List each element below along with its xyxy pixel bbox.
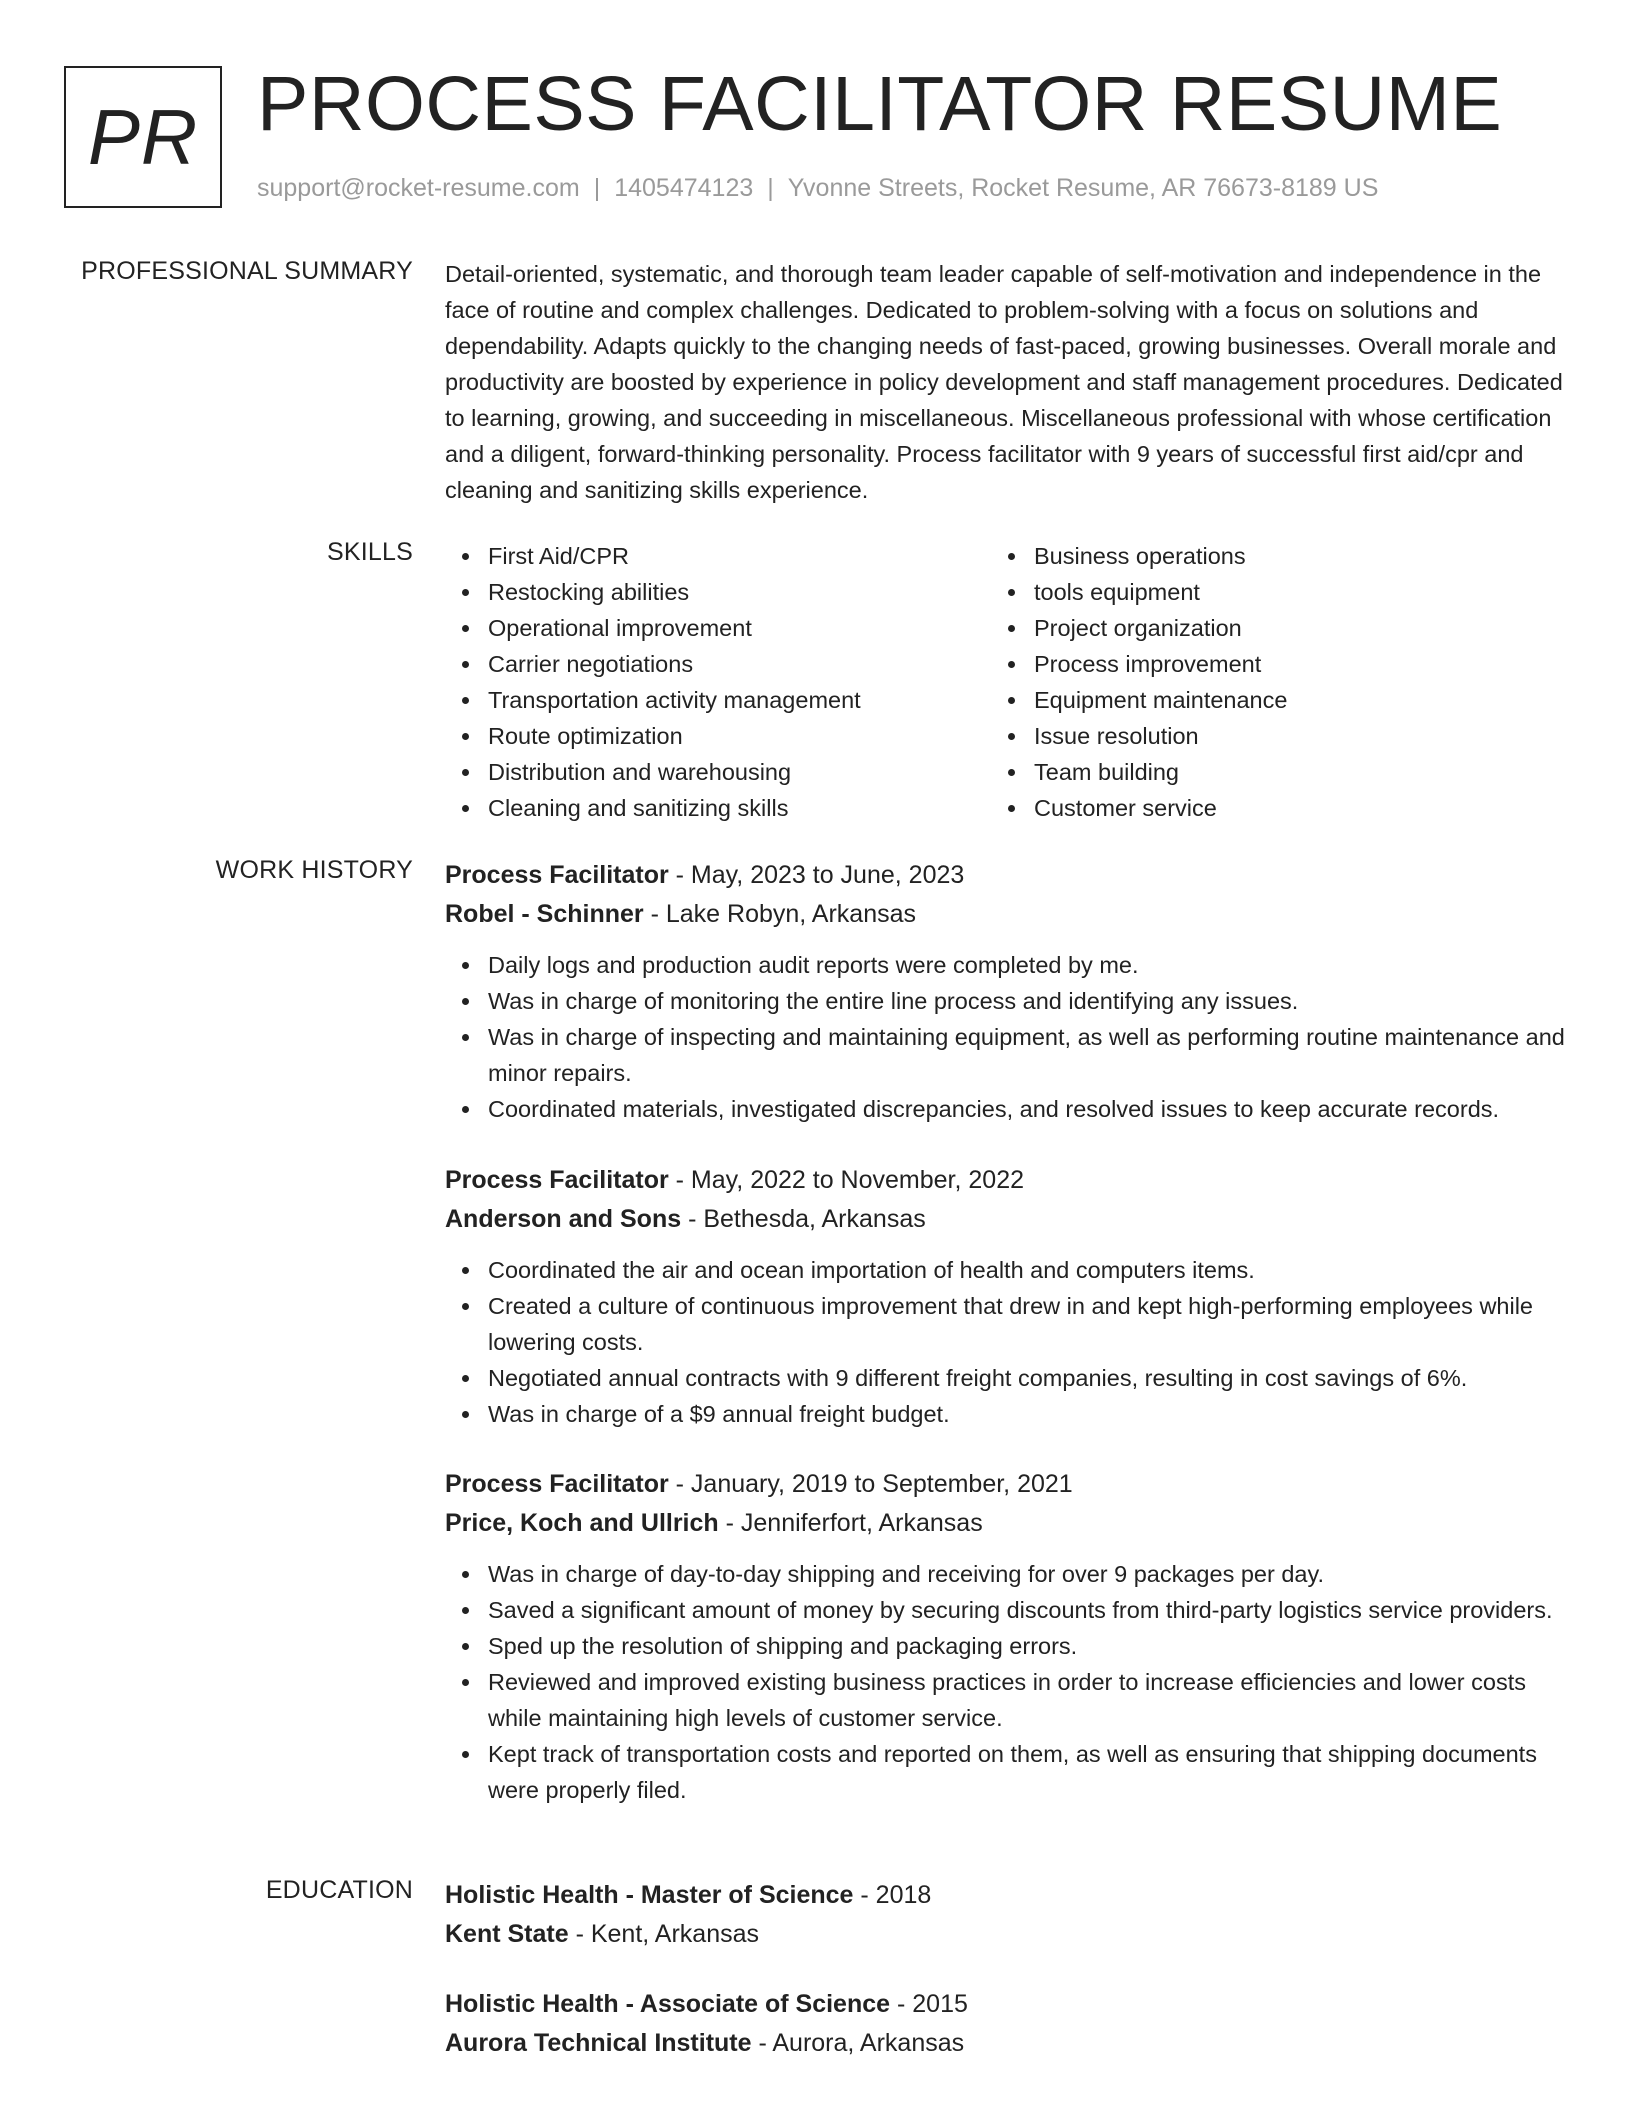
- education-entry: [445, 1876, 1569, 1954]
- job-dates: - May, 2022 to November, 2022: [668, 1166, 1025, 1194]
- contact-address: Yvonne Streets, Rocket Resume, AR 76673-8189 US: [787, 174, 1379, 202]
- job-bullets: [445, 1252, 1569, 1432]
- section-label-education: EDUCATION: [265, 1876, 413, 1904]
- skill-item: First Aid/CPR: [445, 538, 991, 574]
- education-school: Aurora Technical Institute: [445, 2029, 752, 2057]
- job-company: Anderson and Sons: [445, 1205, 682, 1233]
- education-degree: Holistic Health - Associate of Science: [445, 1990, 891, 2018]
- job-location: - Lake Robyn, Arkansas: [643, 900, 917, 928]
- skill-item: Carrier negotiations: [445, 646, 991, 682]
- skill-item: Distribution and warehousing: [445, 754, 991, 790]
- resume-header: [64, 61, 1568, 210]
- education-year: - 2018: [853, 1881, 932, 1909]
- job-company: Price, Koch and Ullrich: [445, 1509, 719, 1537]
- job-bullet: Kept track of transportation costs and reported on them, as well as ensuring that shipping documents were properly filed.: [445, 1736, 1569, 1808]
- job-bullet: Sped up the resolution of shipping and packaging errors.: [445, 1628, 1569, 1664]
- contact-line: [257, 174, 1378, 203]
- job-bullet: Was in charge of day-to-day shipping and receiving for over 9 packages per day.: [445, 1556, 1569, 1592]
- education-degree-line: [445, 1985, 1569, 2024]
- skill-item: Project organization: [991, 610, 1537, 646]
- job-bullet: Was in charge of inspecting and maintaining equipment, as well as performing routine maintenance and minor repairs.: [445, 1019, 1569, 1091]
- education-school-line: [445, 2024, 1569, 2063]
- skill-item: Restocking abilities: [445, 574, 991, 610]
- job-bullet: Was in charge of a $9 annual freight budget.: [445, 1396, 1569, 1432]
- skills-column-right: [991, 538, 1537, 826]
- job-title: Process Facilitator: [445, 1470, 669, 1498]
- initials-monogram: [64, 66, 222, 208]
- skill-item: Team building: [991, 754, 1537, 790]
- job-company-line: [445, 1504, 1569, 1543]
- skills-column-left: [445, 538, 991, 826]
- job-company: Robel - Schinner: [445, 900, 644, 928]
- education-location: - Kent, Arkansas: [568, 1920, 760, 1948]
- job-bullets: [445, 947, 1569, 1127]
- job-company-line: [445, 895, 1569, 934]
- job-entry: [445, 1465, 1569, 1808]
- job-bullet: Coordinated the air and ocean importation of health and computers items.: [445, 1252, 1569, 1288]
- job-bullet: Created a culture of continuous improvement that drew in and kept high-performing employees while lowering costs.: [445, 1288, 1569, 1360]
- skill-item: Equipment maintenance: [991, 682, 1537, 718]
- contact-phone[interactable]: 1405474123: [614, 174, 754, 202]
- contact-email[interactable]: support@rocket-resume.com: [257, 174, 580, 202]
- job-title-line: [445, 1161, 1569, 1200]
- job-bullet: Negotiated annual contracts with 9 different freight companies, resulting in cost savings of 6%.: [445, 1360, 1569, 1396]
- skill-item: Business operations: [991, 538, 1537, 574]
- education-entry: [445, 1985, 1569, 2063]
- resume-title: PROCESS FACILITATOR RESUME: [257, 61, 1503, 147]
- job-location: - Bethesda, Arkansas: [681, 1205, 926, 1233]
- skills-body: [445, 538, 1569, 826]
- section-label-work-history: WORK HISTORY: [215, 856, 413, 884]
- section-label-skills: SKILLS: [327, 538, 413, 566]
- job-company-line: [445, 1200, 1569, 1239]
- contact-separator: |: [593, 174, 601, 202]
- education-degree-line: [445, 1876, 1569, 1915]
- skill-item: Transportation activity management: [445, 682, 991, 718]
- job-bullet: Reviewed and improved existing business practices in order to increase efficiencies and lower costs while maintaining high levels of customer service.: [445, 1664, 1569, 1736]
- skill-item: Customer service: [991, 790, 1537, 826]
- section-label-summary: PROFESSIONAL SUMMARY: [81, 257, 413, 285]
- skill-item: Cleaning and sanitizing skills: [445, 790, 991, 826]
- job-title: Process Facilitator: [445, 861, 669, 889]
- job-bullets: [445, 1556, 1569, 1808]
- education-school: Kent State: [445, 1920, 569, 1948]
- skill-item: tools equipment: [991, 574, 1537, 610]
- job-bullet: Daily logs and production audit reports were completed by me.: [445, 947, 1569, 983]
- education-location: - Aurora, Arkansas: [751, 2029, 965, 2057]
- skill-item: Issue resolution: [991, 718, 1537, 754]
- skill-item: Operational improvement: [445, 610, 991, 646]
- contact-separator: |: [767, 174, 774, 202]
- job-dates: - May, 2023 to June, 2023: [668, 861, 965, 889]
- education-degree: Holistic Health - Master of Science: [445, 1881, 854, 1909]
- job-title: Process Facilitator: [445, 1166, 669, 1194]
- job-entry: [445, 1161, 1569, 1432]
- skill-item: Process improvement: [991, 646, 1537, 682]
- summary-text: Detail-oriented, systematic, and thorough team leader capable of self-motivation and independence in the face of routine and complex challenges. Dedicated to problem-solving with a focus on solutions and dependability. Adapts quickly to the changing needs of fast-paced, growing businesses. Overall morale and productivity are boosted by experience in policy development and staff management procedures. Dedicated to learning, growing, and succeeding in miscellaneous. Miscellaneous professional with whose certification and a diligent, forward-thinking personality. Process facilitator with 9 years of successful first aid/cpr and cleaning and sanitizing skills experience.: [445, 261, 1563, 503]
- job-location: - Jenniferfort, Arkansas: [718, 1509, 983, 1537]
- job-bullet: Was in charge of monitoring the entire line process and identifying any issues.: [445, 983, 1569, 1019]
- job-dates: - January, 2019 to September, 2021: [668, 1470, 1073, 1498]
- job-bullet: Saved a significant amount of money by securing discounts from third-party logistics service providers.: [445, 1592, 1569, 1628]
- job-bullet: Coordinated materials, investigated discrepancies, and resolved issues to keep accurate records.: [445, 1091, 1569, 1127]
- job-title-line: [445, 1465, 1569, 1504]
- education-year: - 2015: [890, 1990, 968, 2018]
- skill-item: Route optimization: [445, 718, 991, 754]
- job-title-line: [445, 856, 1569, 895]
- initials-text: PR: [87, 92, 199, 181]
- education-school-line: [445, 1915, 1569, 1954]
- job-entry: [445, 856, 1569, 1127]
